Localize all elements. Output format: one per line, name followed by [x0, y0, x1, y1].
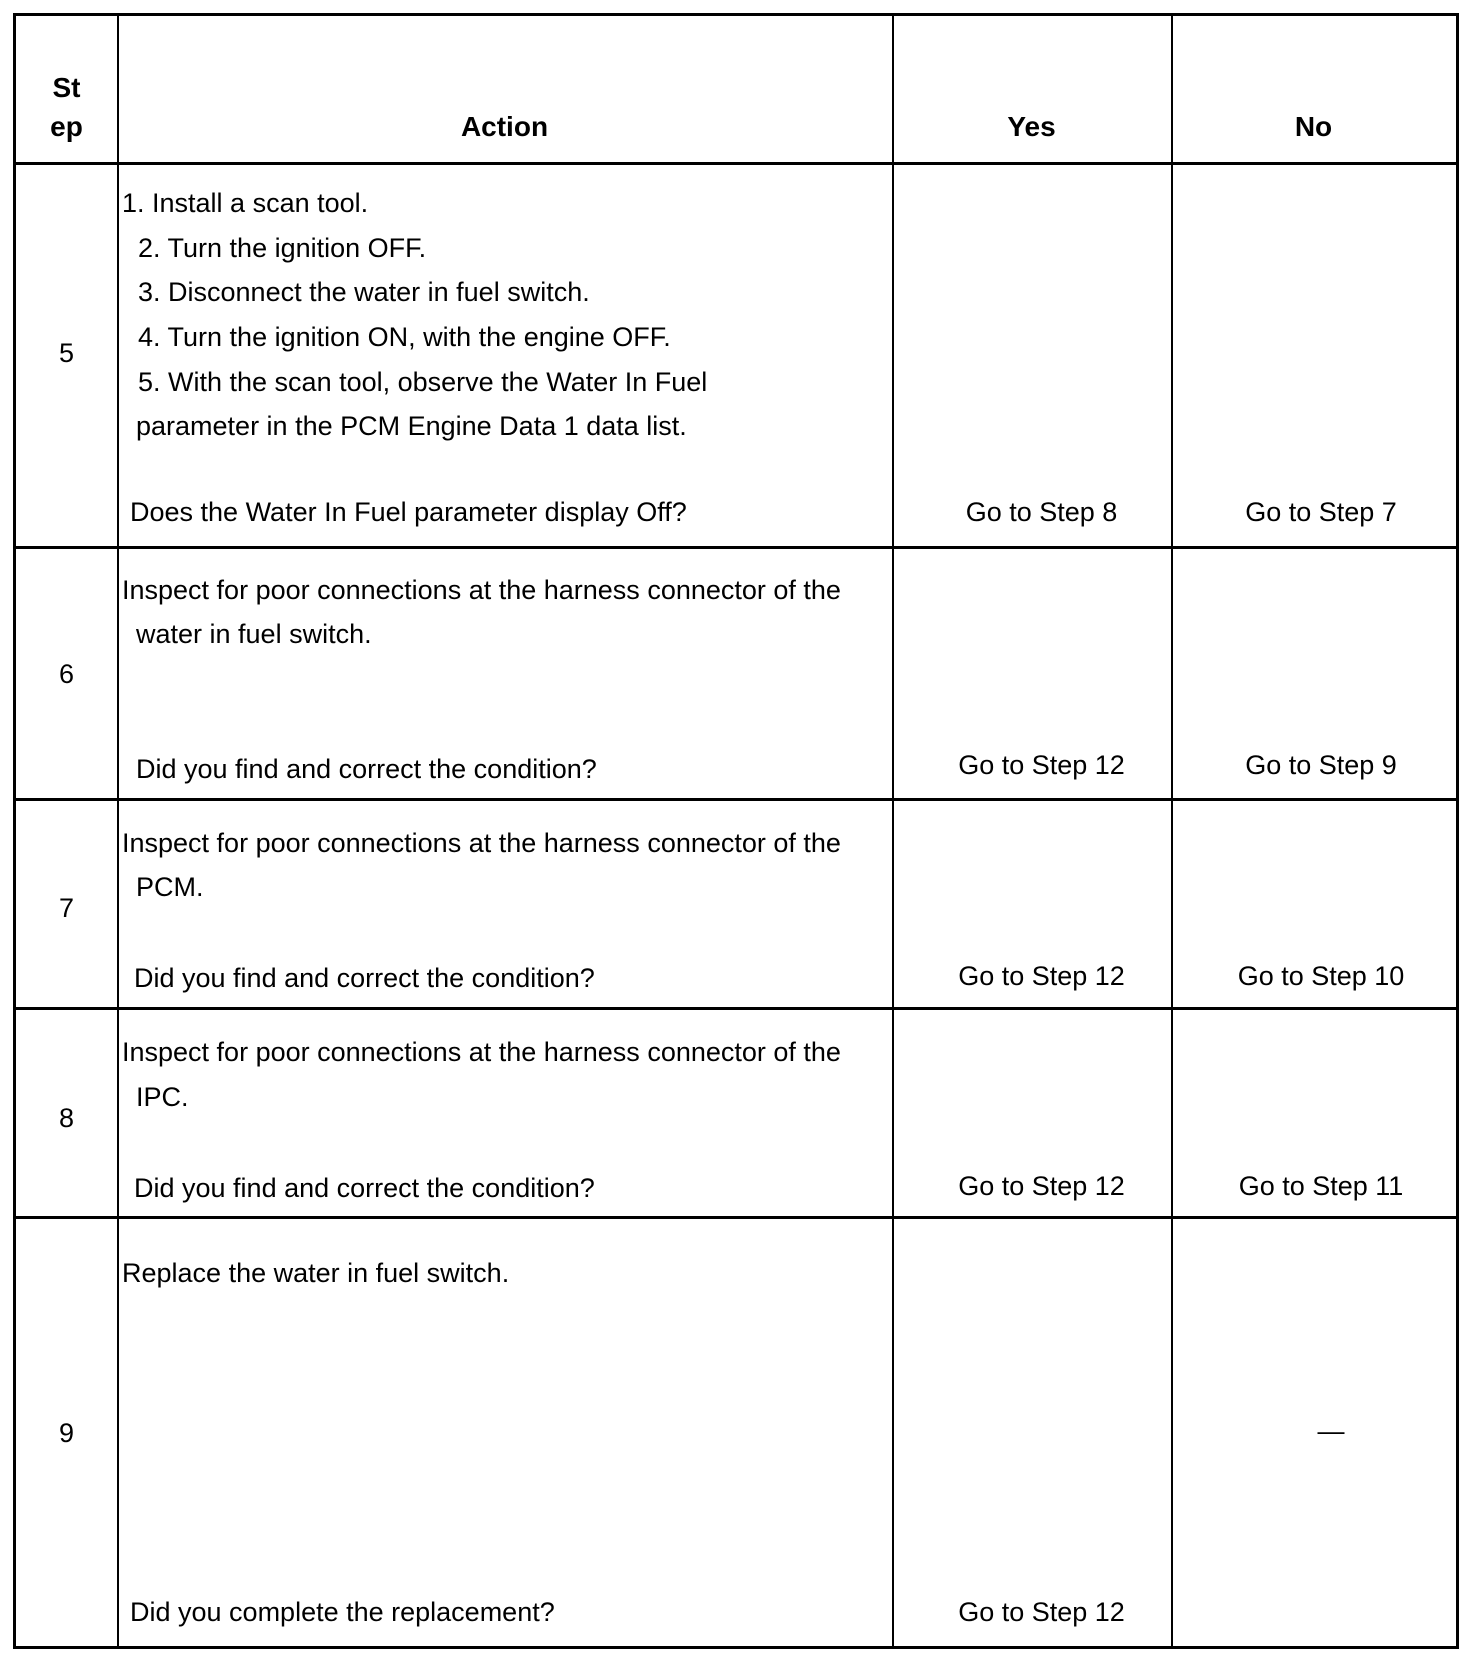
row-divider — [16, 798, 1456, 801]
action-line: IPC. — [136, 1082, 189, 1112]
action-line: Inspect for poor connections at the harness connector of the — [122, 828, 841, 858]
action-line: Inspect for poor connections at the harness connector of the — [122, 575, 841, 605]
action-line: 1. Install a scan tool. — [122, 188, 369, 218]
step-number: 5 — [58, 338, 75, 368]
step-number: 8 — [58, 1103, 75, 1133]
header-step-line2: ep — [50, 111, 83, 142]
action-line: Inspect for poor connections at the harness connector of the — [122, 1037, 841, 1067]
step-number: 9 — [58, 1418, 75, 1448]
yes-result: Go to Step 12 — [958, 750, 1125, 780]
action-question: Did you find and correct the condition? — [134, 963, 595, 993]
no-result: Go to Step 10 — [1237, 961, 1405, 991]
step-number: 7 — [58, 893, 75, 923]
action-question: Does the Water In Fuel parameter display Off? — [130, 497, 687, 527]
row-divider — [16, 1216, 1456, 1219]
no-result: Go to Step 11 — [1238, 1171, 1404, 1201]
diagnostic-table — [13, 13, 1459, 1649]
yes-result: Go to Step 12 — [958, 961, 1125, 991]
column-divider — [117, 16, 119, 1646]
action-line: parameter in the PCM Engine Data 1 data list. — [136, 411, 687, 441]
yes-result: Go to Step 8 — [965, 497, 1118, 527]
action-line: 3. Disconnect the water in fuel switch. — [138, 277, 590, 307]
yes-result: Go to Step 12 — [958, 1171, 1125, 1201]
header-step-line1: St — [52, 72, 81, 103]
no-result: — — [1317, 1416, 1345, 1446]
column-divider — [1171, 16, 1173, 1646]
row-divider — [16, 1007, 1456, 1010]
no-result: Go to Step 9 — [1245, 750, 1397, 780]
no-result: Go to Step 7 — [1245, 497, 1397, 527]
action-line: PCM. — [136, 872, 204, 902]
action-line: 5. With the scan tool, observe the Water In Fuel — [138, 367, 708, 397]
column-divider — [892, 16, 894, 1646]
header-yes: Yes — [1007, 111, 1056, 142]
row-divider — [16, 162, 1456, 165]
action-question: Did you complete the replacement? — [130, 1597, 555, 1627]
yes-result: Go to Step 12 — [958, 1597, 1125, 1627]
action-line: water in fuel switch. — [136, 619, 372, 649]
header-no: No — [1294, 111, 1333, 142]
action-question: Did you find and correct the condition? — [134, 1173, 595, 1203]
action-line: Replace the water in fuel switch. — [122, 1258, 510, 1288]
action-line: 4. Turn the ignition ON, with the engine OFF. — [138, 322, 671, 352]
action-line: 2. Turn the ignition OFF. — [138, 233, 427, 263]
step-number: 6 — [58, 659, 75, 689]
row-divider — [16, 546, 1456, 549]
header-action: Action — [460, 111, 549, 142]
action-question: Did you find and correct the condition? — [136, 754, 597, 784]
